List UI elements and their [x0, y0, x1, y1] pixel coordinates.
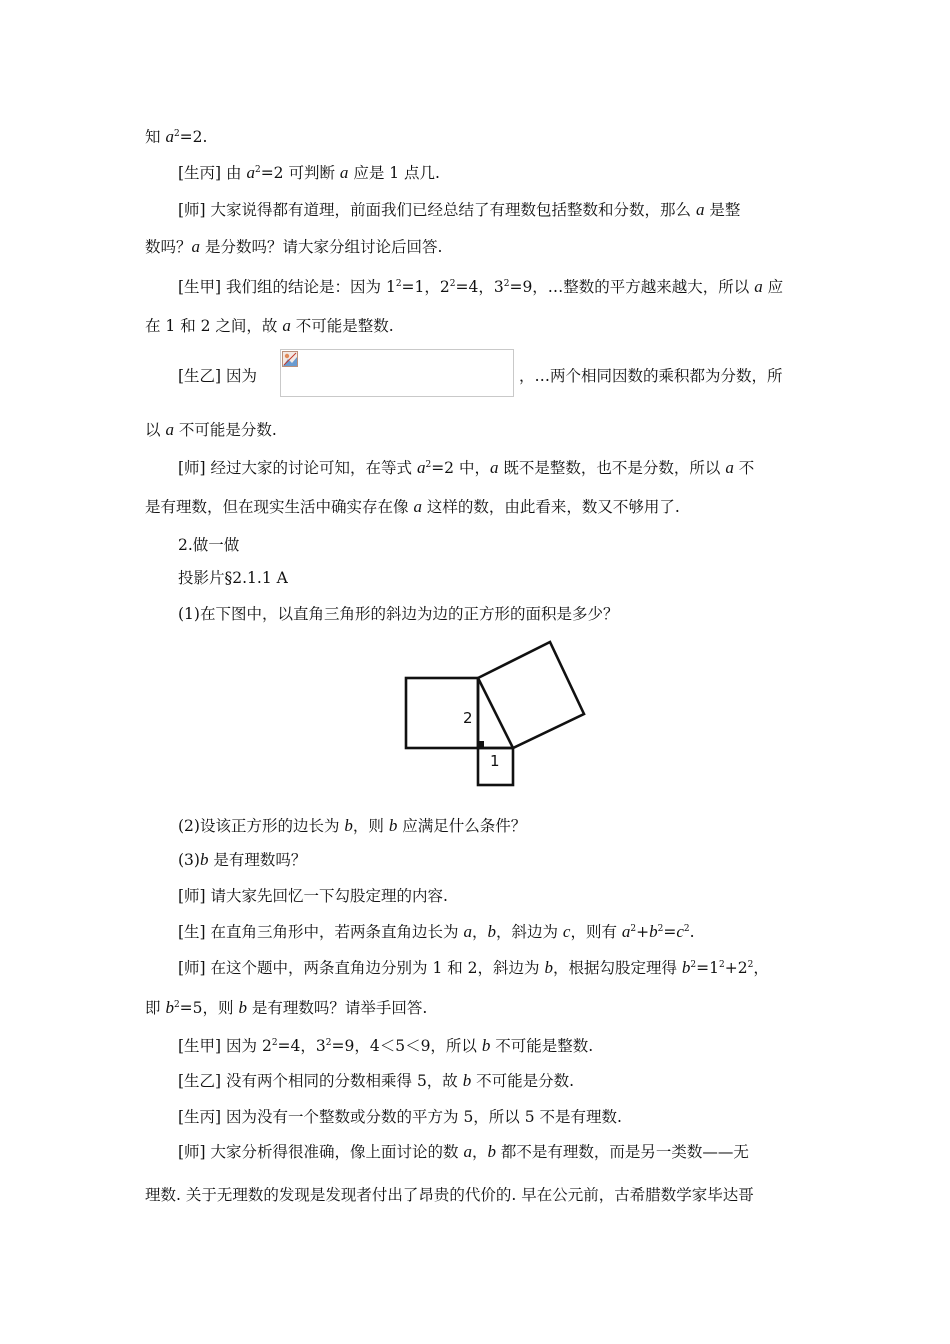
- text-line: (3)b 是有理数吗？: [178, 850, 307, 869]
- figure-label-1: 1: [490, 752, 500, 770]
- text-line: [师] 请大家先回忆一下勾股定理的内容.: [178, 887, 448, 905]
- figure-label-2: 2: [463, 709, 473, 727]
- broken-image-placeholder: [280, 349, 514, 397]
- broken-image-icon: [282, 351, 298, 367]
- text-line: [生丙] 因为没有一个整数或分数的平方为 5，所以 5 不是有理数.: [178, 1108, 622, 1126]
- text-line: 投影片§2.1.1 A: [178, 569, 288, 587]
- text-line: 数吗？a 是分数吗？请大家分组讨论后回答.: [145, 237, 443, 256]
- text-line: [生乙] 没有两个相同的分数相乘得 5，故 b 不可能是分数.: [178, 1071, 575, 1090]
- text-line: [师] 经过大家的讨论可知，在等式 $a^2=2$ 中，a 既不是整数，也不是分数，所以 a 不: [178, 458, 755, 477]
- text-line: 是有理数，但在现实生活中确实存在像 a 这样的数，由此看来，数又不够用了.: [145, 497, 680, 516]
- text-line: ，…两个相同因数的乘积都为分数，所: [519, 367, 783, 385]
- text-line: (1)在下图中，以直角三角形的斜边为边的正方形的面积是多少？: [178, 605, 619, 623]
- text-line: 在 1 和 2 之间，故 a 不可能是整数.: [145, 316, 394, 335]
- text-line: 即 $b^2=5$，则 b 是有理数吗？请举手回答.: [145, 998, 428, 1017]
- text-line: [生] 在直角三角形中，若两条直角边长为 a，b，斜边为 c，则有 $a^2+b^2=c^2$.: [178, 922, 695, 941]
- section-heading: 2.做一做: [178, 536, 240, 554]
- text-line: [生乙] 因为: [178, 367, 258, 385]
- pythagoras-figure: [395, 635, 595, 790]
- text-line: [师] 在这个题中，两条直角边分别为 1 和 2，斜边为 b，根据勾股定理得 $b^2=1^2+2^2$，: [178, 958, 769, 977]
- text-line: (2)设该正方形的边长为 b，则 b 应满足什么条件？: [178, 816, 527, 835]
- text-line: 知 $a^2=2$.: [145, 127, 208, 146]
- text-line: [生丙] 由 $a^2=2$ 可判断 a 应是 1 点几.: [178, 163, 440, 182]
- hypotenuse-square: [478, 642, 584, 748]
- text-line: [师] 大家分析得很准确，像上面讨论的数 a，b 都不是有理数，而是另一类数——无: [178, 1142, 749, 1161]
- text-line: [生甲] 因为 $2^2=4$，$3^2=9$，4＜5＜9，所以 b 不可能是整数.: [178, 1036, 594, 1055]
- text-line: [生甲] 我们组的结论是：因为 $1^2=1$，$2^2=4$，$3^2=9$，…整数的平方越来越大，所以 a 应: [178, 277, 784, 296]
- text-line: 以 a 不可能是分数.: [145, 420, 277, 439]
- text-line: [师] 大家说得都有道理，前面我们已经总结了有理数包括整数和分数，那么 a 是整: [178, 200, 741, 219]
- text-line: 理数. 关于无理数的发现是发现者付出了昂贵的代价的. 早在公元前，古希腊数学家毕达哥: [145, 1186, 754, 1204]
